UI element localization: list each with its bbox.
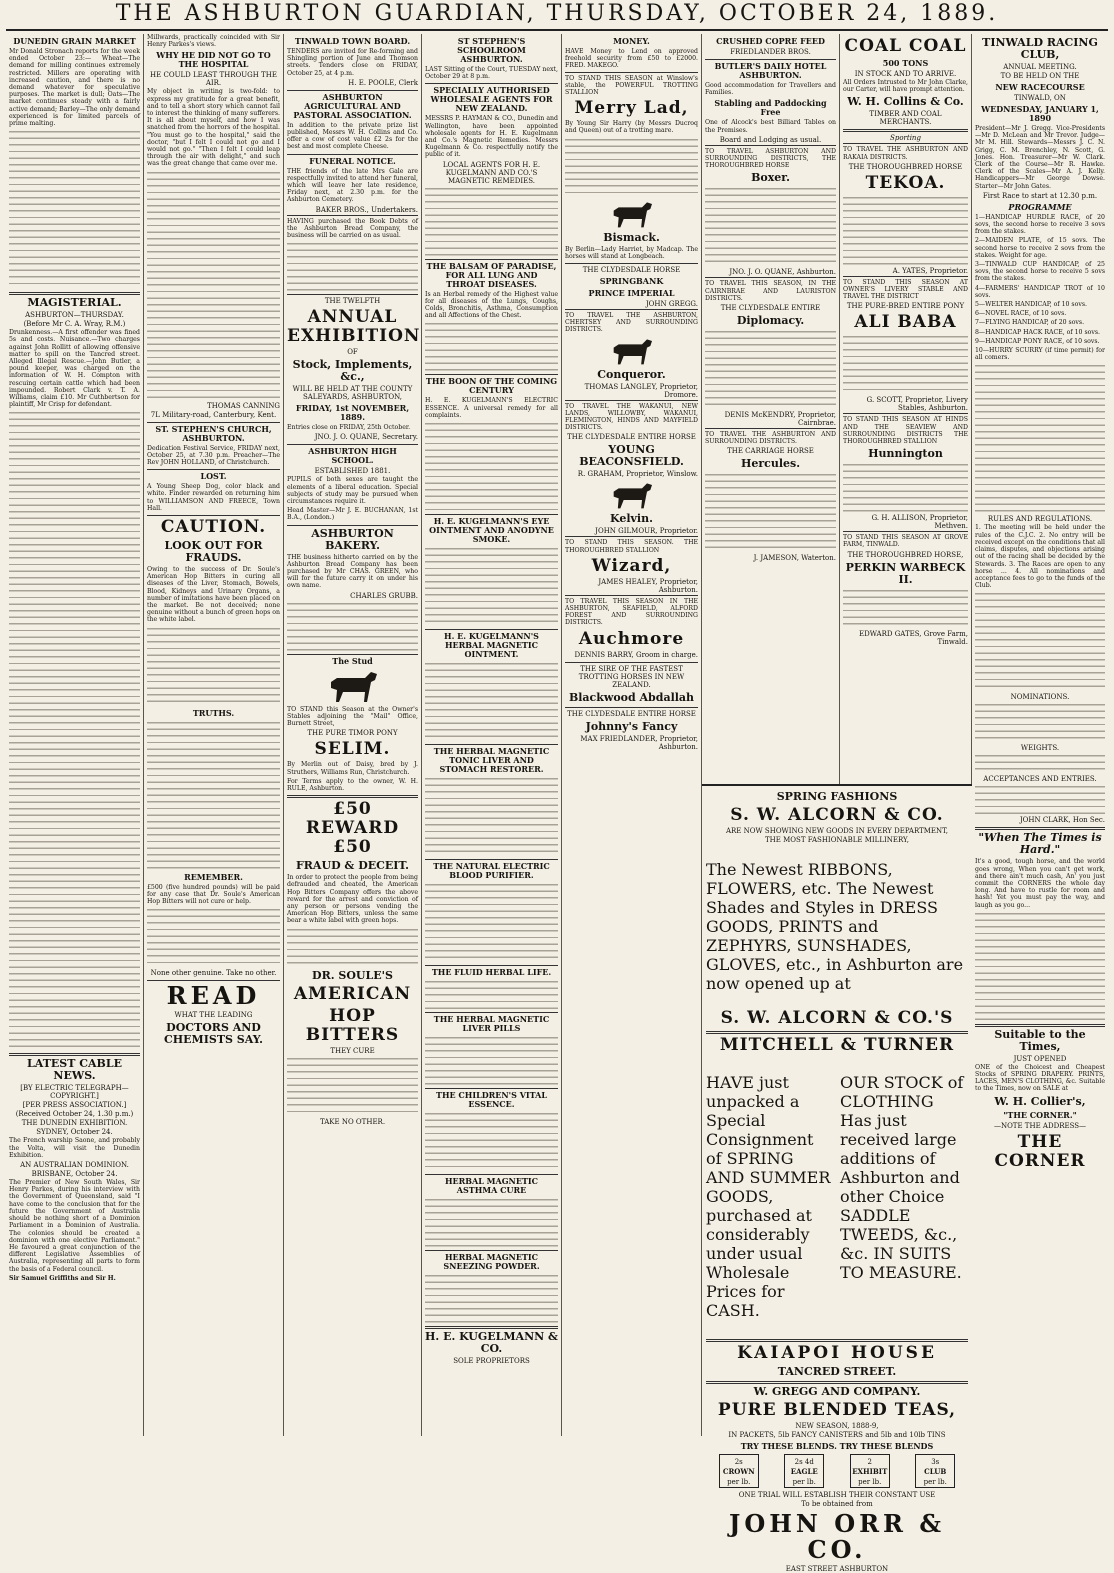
pills-filler <box>425 1035 558 1085</box>
boon-text: H. E. KUGELMANN'S ELECTRIC ESSENCE. A universal remedy for all complaints. <box>425 397 558 419</box>
fancy-pre: THE CLYDESDALE ENTIRE HORSE <box>565 707 698 718</box>
column-8 <box>972 34 1108 1436</box>
programme-item: 6—NOVEL RACE, of 10 sovs. <box>975 310 1067 318</box>
perkin-heading: PERKIN WARBECK II. <box>845 560 966 586</box>
truths-filler <box>147 720 280 870</box>
soule-filler <box>287 1056 418 1116</box>
fluid-filler <box>425 979 558 1009</box>
horse-icon <box>607 480 657 510</box>
acceptances-heading: ACCEPTANCES AND ENTRIES. <box>983 775 1097 784</box>
stephens-text: Dedication Festival Service, FRIDAY next, October 25, at 7.30 p.m. Preacher—The Rev JOHN HOLLAND, of Christchurch. <box>147 444 280 467</box>
programme-item: 8—HANDICAP HACK RACE, of 10 sovs. <box>975 328 1101 336</box>
caution-sub: LOOK OUT FOR FRAUDS. <box>164 539 263 565</box>
local-agents: LOCAL AGENTS FOR H. E. KUGELMANN AND CO.'S MAGNETIC REMEDIES. <box>442 160 541 185</box>
mitchell-right: OUR STOCK of CLOTHING Has just received large additions of Ashburton and other Choice SADDLE TWEEDS, &c., &c. IN SUITS TO MEASURE. <box>840 1073 964 1282</box>
beaconsfield-pre: THE CLYDESDALE ENTIRE HORSE <box>567 433 696 442</box>
springbank-heading: SPRINGBANK <box>599 276 664 287</box>
grain-report: Mr Donald Stronach reports for the week ended October 23:— Wheat—The demand for milling continues extremely restricted. Millers are operating with increased caution, and there is no demand whatever for speculative purposes. The market is dull; Oats—The market continues steady with a fairly active demand; Barley—The only demand experienced is for limited parcels of prime malting. <box>9 48 140 128</box>
eye-filler <box>425 546 558 626</box>
reward-heading: £50 REWARD £50 <box>287 795 418 857</box>
exhibition-entries: Entries close on FRIDAY, 25th October. <box>287 424 411 432</box>
beaconsfield-heading: YOUNG BEACONSFIELD. <box>579 443 684 469</box>
tekoa-filler <box>843 195 968 265</box>
bismarck-heading: Bismack. <box>603 230 660 244</box>
hercules-filler <box>705 472 836 552</box>
gregg-heading: W. GREGG AND COMPANY. <box>706 1381 968 1398</box>
boon-heading: THE BOON OF THE COMING CENTURY <box>425 376 558 396</box>
selim-terms: For Terms apply to the owner, W. H. RULE, Ashburton. <box>287 777 418 792</box>
rules-filler <box>975 591 1105 691</box>
cable-sydney: SYDNEY, October 24. <box>36 1128 113 1137</box>
funeral-heading: FUNERAL NOTICE. <box>287 154 418 166</box>
cable-exhibition: THE DUNEDIN EXHIBITION. <box>21 1119 128 1128</box>
eye-heading: H. E. KUGELMANN'S EYE OINTMENT AND ANODYNE SMOKE. <box>425 514 558 544</box>
sporting-heading: Sporting <box>843 129 968 142</box>
programme-item: 10—HURRY SCURRY (if time permit) for all comers. <box>975 347 1105 362</box>
fancy-signed: MAX FRIEDLANDER, Proprietor, Ashburton. <box>580 734 698 751</box>
poem-filler <box>975 911 1105 1021</box>
herbal-heading: H. E. KUGELMANN'S HERBAL MAGNETIC OINTMENT. <box>425 629 558 659</box>
beaconsfield-signed: R. GRAHAM, Proprietor, Winslow. <box>577 470 698 479</box>
children-filler <box>425 1111 558 1171</box>
caution-text: Owing to the success of Dr. Soule's American Hop Bitters in curing all diseases of the Liver, Stomach, Bowels, Blood, Kidneys and Urinary Organs, a number of imitations have been placed on the market. Be not deceived; none genuine without a bunch of green hops on the white label. <box>147 566 280 624</box>
tinwald-racing-heading: TINWALD RACING CLUB, <box>982 36 1098 61</box>
alibaba-pre: THE PURE-BRED ENTIRE PONY <box>846 302 965 311</box>
alibaba-heading: ALI BABA <box>854 312 957 333</box>
racing-date: WEDNESDAY, JANUARY 1, 1890 <box>981 104 1099 123</box>
mitchell-heading: MITCHELL & TURNER <box>706 1031 968 1055</box>
balsam-heading: THE BALSAM OF PARADISE, FOR ALL LUNG AND THROAT DISEASES. <box>426 260 557 289</box>
collier-foot: THE CORNER <box>994 1131 1086 1171</box>
collins-heading: W. H. Collins & Co. <box>847 95 964 109</box>
selim-intro: TO STAND this Season at the Owner's Stables adjoining the "Mail" Office, Burnett Street, <box>287 705 418 728</box>
cable-text: The French warship Saone, and probably the Volta, will visit the Dunedin Exhibition. <box>9 1137 140 1159</box>
sneezing-filler <box>425 1273 558 1323</box>
weights-filler <box>975 753 1105 773</box>
rules-text: 1. The meeting will be held under the rules of the C.J.C. 2. No entry will be received except on the conditions that all claims, disputes, and objections arising out of the racing shall be decided by the Stewards. 3. The Races are open to any horse ... 4. All nominations and acceptance fees to go to the funds of the Club. <box>975 524 1105 590</box>
read-sub2: DOCTORS AND CHEMISTS SAY. <box>164 1021 263 1047</box>
remember-heading: REMEMBER. <box>184 871 243 882</box>
gregg-sub: PURE BLENDED TEAS, <box>717 1400 957 1420</box>
coal-heading: COAL COAL <box>844 36 967 56</box>
collier-heading: W. H. Collier's, <box>994 1094 1086 1108</box>
boxer-filler <box>705 186 836 266</box>
programme-filler <box>975 363 1105 513</box>
perkin-intro: TO STAND THIS SEASON AT GROVE FARM, TINWALD. <box>843 531 968 548</box>
boxer-heading: Boxer. <box>751 171 790 185</box>
auchmore-signed: DENNIS BARRY, Groom in charge. <box>574 650 698 659</box>
racing-place: TINWALD, ON <box>1014 94 1066 102</box>
bakery-text: THE business hitherto carried on by the Ashburton Bread Company has been purchased by Mr CHAS. GREEN, who will for the future carry it on under his own name. <box>287 553 418 590</box>
stabling-heading: Stabling and Paddocking Free <box>714 98 827 118</box>
exhibition-signed: JNO. J. O. QUANE, Secretary. <box>314 433 418 442</box>
tinwald-board-text: TENDERS are invited for Re-forming and Shingling portion of June and Thomson streets. Tenders close on FRIDAY, October 25, at 4 p.m. <box>287 48 418 77</box>
hospital-letter: My object in writing is two-fold: to express my gratitude for a great benefit, and to tell a short story which cannot fail to interest the thinking of many sufferers. It is all about myself, and how I was snatched from the horrors of the hospital. "You must go to the hospital," said the doctor, "but I felt I could not go and I would not go." "Then I felt I could leap through the air with delight," and such was the great change that came over me. <box>147 88 280 168</box>
tea-blends <box>706 1454 968 1488</box>
stephen-school-heading: ST STEPHEN'S SCHOOLROOM ASHBURTON. <box>457 36 526 64</box>
kugelmann-sole: SOLE PROPRIETORS <box>453 1357 530 1366</box>
tea-box: 2s 4d EAGLE per lb. <box>784 1454 824 1488</box>
diplomacy-filler <box>705 329 836 409</box>
dominion-text: The Premier of New South Wales, Sir Henry Parkes, during his interview with the Government of Queensland, said "I have come to the conclusion that for the future the Government of Australia should be nothing short of a Dominion Parliament in a Dominion of Australia. The colonies should be created a dominion with one elective Parliament." He favoured a great conjunction of the different Legislative Assemblies of Australia, representing all parts to form the basis of a Federal council. <box>9 1179 140 1273</box>
boxer-intro: TO TRAVEL ASHBURTON AND SURROUNDING DISTRICTS, THE THOROUGHBRED HORSE <box>705 145 836 170</box>
alcorn-sub-2: THE MOST FASHIONABLE MILLINERY, <box>765 836 909 844</box>
collier-note: —NOTE THE ADDRESS— <box>993 1121 1087 1130</box>
racing-signed: JOHN CLARK, Hon Sec. <box>1019 816 1105 825</box>
asthma-filler <box>425 1197 558 1247</box>
wizard-signed: JAMES HEALEY, Proprietor, Ashburton. <box>598 577 698 594</box>
school-est: ESTABLISHED 1881. <box>314 467 391 476</box>
merry-heading: Merry Lad, <box>574 98 689 119</box>
hunnington-signed: G. H. ALLISON, Proprietor, Methven. <box>871 514 968 531</box>
hotel-text: Good accommodation for Travellers and Families. <box>705 82 836 97</box>
hunnington-filler <box>843 462 968 512</box>
remember-text: £500 (five hundred pounds) will be paid for any case that Dr. Soule's American Hop Bitters will not cure or help. <box>147 883 280 906</box>
acceptances-filler <box>975 784 1105 814</box>
sneezing-powder: HERBAL MAGNETIC SNEEZING POWDER. <box>425 1250 558 1271</box>
programme-item: 2—MAIDEN PLATE, of 15 sovs. The second horse to receive 2 sovs from the stakes. Weight for age. <box>975 237 1105 259</box>
soule-heading: DR. SOULE'S <box>312 968 393 982</box>
spring-heading: SPRING FASHIONS <box>776 790 898 803</box>
wizard-heading: Wizard, <box>591 555 672 576</box>
selim-pre: THE PURE TIMOR PONY <box>307 729 398 738</box>
magisterial-report: Drunkenness.—A first offender was fined 5s and costs. Nuisance.—Two charges against John Rollitt of allowing offensive matter to spill on the Tancred street. Alleged Illegal Rescue.—John Butler, a pound keeper, was charged on the information of W. H. Compton with rescuing certain cattle which had been impounded. Robert Clark v. T. A. Williams, claim £10. Mr Cuthbertson for plaintiff, Mr Crisp for defendant. <box>9 329 140 409</box>
cable-heading: LATEST CABLE NEWS. <box>9 1053 140 1082</box>
soule-they-cure: THEY CURE <box>330 1046 375 1055</box>
coal-sub: IN STOCK AND TO ARRIVE. <box>854 70 957 78</box>
diplomacy-signed: DENIS McKENDRY, Proprietor, Cairnbrae. <box>724 411 836 428</box>
hospital-heading: WHY HE DID NOT GO TO THE HOSPITAL <box>156 50 271 70</box>
soule-foot: TAKE NO OTHER. <box>319 1117 386 1126</box>
alcorn-text: The Newest RIBBONS, FLOWERS, etc. The Newest Shades and Styles in DRESS GOODS, PRINTS and ZEPHYRS, SUNSHADES, GLOVES, etc., in Ashburton are now opened up at <box>706 860 964 993</box>
tekoa-pre: THE THOROUGHBRED HORSE <box>848 162 963 171</box>
alcorn-heading-2: S. W. ALCORN & CO.'S <box>720 1008 954 1028</box>
gregg-season: NEW SEASON, 1888-9, <box>795 1422 879 1430</box>
herbal-tonic: THE HERBAL MAGNETIC TONIC LIVER AND STOMACH RESTORER. <box>425 744 558 774</box>
alibaba-signed: G. SCOTT, Proprietor, Livery Stables, Ashburton. <box>866 396 968 413</box>
bakery-filler <box>287 601 418 651</box>
funeral-text: THE friends of the late Mrs Gale are respectfully invited to attend her funeral, which will leave her late residence, Friday next, at 2.30 p.m. for the Ashburton Cemetery. <box>287 167 418 204</box>
poem-heading: "When The Times is Hard." <box>975 827 1105 856</box>
alcorn-heading: S. W. ALCORN & CO. <box>730 805 944 825</box>
conqueror-intro: TO TRAVEL THE ASHBURTON, CHERTSEY AND SURROUNDING DISTRICTS. <box>565 309 698 334</box>
hercules-pre: THE CARRIAGE HORSE <box>727 447 814 456</box>
hospital-address: 7L Military-road, Canterbury, Kent. <box>150 410 277 419</box>
magisterial-before: (Before Mr C. A. Wray, R.M.) <box>23 320 126 329</box>
agri-heading: ASHBURTON AGRICULTURAL AND PASTORAL ASSOCIATION. <box>287 90 418 120</box>
dominion-heading: AN AUSTRALIAN DOMINION. <box>20 1161 129 1170</box>
beaconsfield-intro: TO TRAVEL THE WAKANUI, NEW LANDS, WILLOWBY, WAKANUI, FLEMINGTON, HINDS AND MAYFIELD DISTRICTS. <box>565 400 698 432</box>
exhibition-heading: ANNUAL EXHIBITION <box>287 307 421 347</box>
columns <box>6 34 1108 1573</box>
read-sub: WHAT THE LEADING <box>174 1011 253 1020</box>
conqueror-heading: Conqueror. <box>597 367 666 381</box>
funeral-signed: BAKER BROS., Undertakers. <box>315 205 418 214</box>
conqueror-signed: THOMAS LANGLEY, Proprietor, Dromore. <box>584 382 698 399</box>
horse-icon <box>607 199 657 229</box>
children-essence: THE CHILDREN'S VITAL ESSENCE. <box>425 1088 558 1109</box>
hercules-signed: J. JAMESON, Waterton. <box>753 554 836 563</box>
tinwald-racing-sub: ANNUAL MEETING. <box>1003 63 1077 71</box>
exhibition-stock: Stock, Implements, &c., <box>292 358 413 384</box>
merry-text: By Young Sir Harry (by Messrs Ducroq and Queen) out of a trotting mare. <box>565 120 698 135</box>
gregg-try: TRY THESE BLENDS. TRY THESE BLENDS <box>740 1441 934 1451</box>
kelvin-heading: Kelvin. <box>610 512 653 526</box>
fluid-herbal: THE FLUID HERBAL LIFE. <box>425 965 558 977</box>
kaiapoi-sub: TANCRED STREET. <box>777 1365 897 1378</box>
fraud-heading: FRAUD & DECEIT. <box>295 859 409 873</box>
blackwood-pre: THE SIRE OF THE FASTEST TROTTING HORSES IN NEW ZEALAND. <box>565 662 698 689</box>
exhibition-where: WILL BE HELD AT THE COUNTY SALEYARDS, ASHBURTON, <box>292 385 413 402</box>
money-heading: MONEY. <box>613 36 650 46</box>
column-7 <box>840 34 972 784</box>
herbal-electric: THE NATURAL ELECTRIC BLOOD PURIFIER. <box>425 859 558 880</box>
stabling-foot: Board and Lodging as usual. <box>719 135 822 144</box>
stephen-school-text: LAST Sitting of the Court, TUESDAY next, October 29 at 8 p.m. <box>425 66 558 81</box>
soule-heading-2: AMERICAN <box>293 983 412 1004</box>
spring-fashions-block <box>702 784 972 1573</box>
kugel-agents-heading: SPECIALLY AUTHORISED WHOLESALE AGENTS FOR NEW ZEALAND. <box>425 83 558 113</box>
merry-filler <box>565 137 698 197</box>
tekoa-signed: A. YATES, Proprietor. <box>892 266 968 275</box>
horse-icon <box>323 668 383 704</box>
programme-item: 4—FARMERS' HANDICAP TROT of 10 sovs. <box>975 284 1105 299</box>
masthead: THE ASHBURTON GUARDIAN, THURSDAY, OCTOBER 24, 1889. <box>115 1 999 26</box>
selim-heading: SELIM. <box>314 739 391 760</box>
hercules-intro: TO TRAVEL THE ASHBURTON AND SURROUNDING DISTRICTS. <box>705 428 836 445</box>
programme-item: 7—FLYING HANDICAP, of 20 sovs. <box>975 319 1085 327</box>
racing-held: TO BE HELD ON THE <box>1000 72 1080 80</box>
nominations-filler <box>975 702 1105 742</box>
parkes-continued: Millwards, practically coincided with Sir Henry Parkes's views. <box>147 34 280 49</box>
herbal-filler <box>425 661 558 741</box>
wizard-intro: TO STAND THIS SEASON. THE THOROUGHBRED STALLION <box>565 536 698 553</box>
electric-filler <box>425 882 558 962</box>
nominations-heading: NOMINATIONS. <box>1010 693 1070 702</box>
column-2 <box>144 34 284 1436</box>
kugel-agents-text: MESSRS P. HAYMAN & CO., Dunedin and Wellington, have been appointed wholesale agents for H. E. Kugelmann and Co.'s Magnetic Remedies. Messrs Kugelmann & Co. respectfully notify the public of it. <box>425 115 558 159</box>
perkin-pre: THE THOROUGHBRED HORSE, <box>847 550 964 559</box>
dominion-dateline: BRISBANE, October 24. <box>31 1170 118 1179</box>
bakery-notice-filler <box>287 241 418 291</box>
exhibition-pre: THE TWELFTH <box>287 294 418 305</box>
asthma-cure: HERBAL MAGNETIC ASTHMA CURE <box>425 1174 558 1195</box>
liver-pills: THE HERBAL MAGNETIC LIVER PILLS <box>425 1012 558 1033</box>
kugelmann-footer: H. E. KUGELMANN & CO. <box>425 1326 558 1355</box>
hospital-sub: HE COULD LEAST THROUGH THE AIR. <box>150 71 277 88</box>
coal-tons: 500 TONS <box>882 58 929 68</box>
poem-text: It's a good, tough horse, and the world goes wrong, When you can't get work, and there ain't much cash, An' you just commit the CORNERS the whole day long. And have to rustle for room and hash! Yet you must pay the way, and laugh as you go... <box>975 858 1105 909</box>
suitable-text: ONE of the Choicest and Cheapest Stocks of SPRING DRAPERY. PRINTS, LACES, MEN'S CLOTHING, &c. Suitable to the Times, now on SALE at <box>975 1063 1105 1093</box>
fraud-text: In order to protect the people from being defrauded and cheated, the American Hop Bitters Company offers the above reward for the arrest and conviction of any person or persons vending the American Hop Bitters, unless the same bear a white label with green hops. <box>287 874 418 925</box>
alibaba-filler <box>843 334 968 394</box>
tea-box: 3s CLUB per lb. <box>915 1454 955 1488</box>
racing-course: NEW RACECOURSE <box>995 82 1085 92</box>
alibaba-intro: TO STAND THIS SEASON AT OWNER'S LIVERY STABLE AND TRAVEL THE DISTRICT <box>843 276 968 301</box>
column-1 <box>6 34 144 1436</box>
stabling-text: One of Alcock's best Billiard Tables on the Premises. <box>705 119 836 134</box>
selim-text: By Merlin out of Daisy, bred by J. Struthers, Williams Run, Christchurch. <box>287 761 418 776</box>
gregg-obtain: To be obtained from <box>801 1500 873 1508</box>
dominion-end: Sir Samuel Griffiths and Sir H. <box>9 1274 116 1282</box>
lost-heading: LOST. <box>147 469 280 481</box>
springbank-pre: THE CLYDESDALE HORSE <box>565 263 698 274</box>
school-heading: ASHBURTON HIGH SCHOOL. <box>287 444 418 465</box>
magisterial-filler <box>9 410 140 1050</box>
diplomacy-intro: TO TRAVEL THIS SEASON, IN THE CAIRNBRAE AND LAURISTON DISTRICTS. <box>705 277 836 302</box>
programme-item: 9—HANDICAP PONY RACE, of 10 sovs. <box>975 337 1100 345</box>
hunnington-heading: Hunnington <box>868 447 943 461</box>
mitchell-columns <box>706 1057 968 1336</box>
exhibition-of: OF <box>347 348 358 357</box>
tekoa-heading: TEKOA. <box>865 172 946 193</box>
collins-sub: TIMBER AND COAL MERCHANTS. <box>869 110 942 127</box>
diplomacy-pre: THE CLYDESDALE ENTIRE <box>720 304 821 313</box>
column-5 <box>562 34 702 1436</box>
suitable-heading: Suitable to the Times, <box>975 1024 1105 1053</box>
programme-item: 5—WELTER HANDICAP, of 10 sovs. <box>975 301 1087 309</box>
merry-intro: TO STAND THIS SEASON at Winslow's stable, the POWERFUL TROTTING STALLION <box>565 72 698 97</box>
auchmore-heading: Auchmore <box>578 628 685 649</box>
caution-heading: CAUTION. <box>147 515 280 537</box>
collier-sub: "THE CORNER." <box>1003 1109 1077 1120</box>
tonic-filler <box>425 776 558 856</box>
truths-heading: TRUTHS. <box>192 707 235 718</box>
balsam-filler <box>425 321 558 371</box>
prince-imperial: PRINCE IMPERIAL <box>588 288 675 299</box>
programme-item: 3—TINWALD CUP HANDICAP, of 25 sovs, the second horse to receive 5 sovs from the stakes. <box>975 261 1105 283</box>
read-heading: READ <box>147 980 280 1009</box>
cable-sub: [BY ELECTRIC TELEGRAPH—COPYRIGHT.] <box>20 1084 129 1101</box>
alcorn-sub: ARE NOW SHOWING NEW GOODS IN EVERY DEPARTMENT, <box>725 827 949 835</box>
bakery-notice: HAVING purchased the Book Debts of the Ashburton Bread Company, the business will be carried on as usual. <box>287 215 418 240</box>
kelvin-signed: JOHN GILMOUR, Proprietor. <box>595 527 698 536</box>
programme-heading: PROGRAMME <box>1008 201 1072 212</box>
exhibition-date: FRIDAY, 1st NOVEMBER, 1889. <box>295 403 410 423</box>
boxer-signed: JNO. J. O. QUANE, Ashburton. <box>729 268 836 277</box>
soule-heading-3: HOP BITTERS <box>305 1005 400 1045</box>
auchmore-intro: TO TRAVEL THIS SEASON IN THE ASHBURTON, SEAFIELD, ALFORD FOREST AND SURROUNDING DISTRICTS. <box>565 595 698 627</box>
magisterial-heading: MAGISTERIAL. <box>9 292 140 309</box>
hotel-heading: BUTLER'S DAILY HOTEL ASHBURTON. <box>705 59 836 80</box>
feed-signed: FRIEDLANDER BROS. <box>730 48 811 56</box>
hospital-filler <box>147 170 280 400</box>
fraud-filler <box>287 927 418 967</box>
perkin-signed: EDWARD GATES, Grove Farm, Tinwald. <box>858 629 968 646</box>
grain-heading: DUNEDIN GRAIN MARKET <box>13 36 136 46</box>
masthead-rule <box>6 29 1108 31</box>
mitchell-left: HAVE just unpacked a Special Consignment of SPRING AND SUMMER GOODS, purchased at considerably under usual Wholesale Prices for CASH. <box>706 1073 831 1320</box>
orr-sub: EAST STREET ASHBURTON <box>785 1565 889 1573</box>
rules-heading: RULES AND REGULATIONS. <box>987 515 1093 524</box>
hospital-signed: THOMAS CANNING <box>207 401 280 410</box>
tinwald-clerk: H. E. POOLE, Clerk <box>348 78 418 87</box>
column-4 <box>422 34 562 1436</box>
hunnington-intro: TO STAND THIS SEASON AT HINDS AND THE SEAVIEW AND SURROUNDING DISTRICTS THE THOROUGHBRED STALLION <box>843 413 968 445</box>
grain-filler <box>9 129 140 289</box>
gregg-trial: ONE TRIAL WILL ESTABLISH THEIR CONSTANT USE <box>738 1491 936 1499</box>
money-text: HAVE Money to Lend on approved freehold security from £50 to £2000. FRED. MAKEGO. <box>565 48 698 70</box>
gregg-packets: IN PACKETS, 5lb FANCY CANISTERS and 5lb and 10lb TINS <box>728 1431 946 1439</box>
cable-received: (Received October 24, 1.30 p.m.) <box>15 1110 134 1119</box>
balsam-text: Is an Herbal remedy of the Highest value for all diseases of the Lungs, Coughs, Colds, Bronchitis, Asthma, Consumption and all Affections of the Chest. <box>425 290 558 320</box>
diplomacy-heading: Diplomacy. <box>736 314 805 328</box>
stud-heading: The Stud <box>287 654 418 666</box>
feed-heading: CRUSHED COPRE FEED <box>716 36 825 46</box>
suitable-sub: JUST OPENED <box>1013 1054 1067 1063</box>
column-3 <box>284 34 422 1436</box>
hercules-heading: Hercules. <box>740 457 801 471</box>
tea-box: 2 EXHIBIT per lb. <box>850 1454 890 1488</box>
fancy-heading: Johnny's Fancy <box>585 719 678 733</box>
bismarck-text: By Berlin—Lady Harriet, by Madcap. The horses will stand at Longbeach. <box>565 245 698 260</box>
first-race: First Race to start at 12.30 p.m. <box>982 191 1098 200</box>
local-agents-filler <box>425 186 558 256</box>
kaiapoi-heading: KAIAPOI HOUSE <box>706 1339 968 1363</box>
programme-item: 1—HANDICAP HURDLE RACE, of 20 sovs, the second horse to receive 3 sovs from the stakes. <box>975 213 1105 236</box>
prince-signed: JOHN GREGG. <box>645 300 698 309</box>
tinwald-board-heading: TINWALD TOWN BOARD. <box>294 36 411 46</box>
bakery-signed: CHARLES GRUBB. <box>350 591 418 600</box>
tea-box: 2s CROWN per lb. <box>719 1454 759 1488</box>
coal-text: All Orders Intrusted to Mr John Clarke, our Carter, will have prompt attention. <box>843 79 968 94</box>
boon-filler <box>425 421 558 511</box>
weights-heading: WEIGHTS. <box>1020 744 1060 753</box>
racing-officers: President—Mr J. Gregg. Vice-Presidents—Mr D. McLean and Mr Trevor. Judge—Mr M. Hill. Stewards—Messrs J. C. N. Grigg, C. M. Brenchley, N. Scott, G. Jones. Hon. Treasurer—Mr W. Clark. Clerk of the Course—Mr R. Hawke. Clerk of the Scales—Mr A. J. Kelly. Handicappers—Mr George Dowse. Starter—Mr John Gates. <box>975 125 1105 190</box>
orr-heading: JOHN ORR & CO. <box>728 1509 946 1564</box>
horse-icon <box>607 336 657 366</box>
blackwood-heading: Blackwood Abdallah <box>568 690 695 704</box>
school-head-master: Head Master—Mr J. E. BUCHANAN, 1st B.A., (London.) <box>287 507 418 522</box>
caution-filler <box>147 626 280 706</box>
lost-text: A Young Sheep Dog, color black and white. Finder rewarded on returning him to WILLIAMSON AND FREECE, Town Hall. <box>147 483 280 512</box>
agri-text: In addition to the private prize list published, Messrs W. H. Collins and Co. offer a cow of cost value £2 2s for the best and most complete Cheese. <box>287 121 418 151</box>
bakery-heading: ASHBURTON BAKERY. <box>287 525 418 552</box>
perkin-filler <box>843 588 968 628</box>
cable-assoc: [PER PRESS ASSOCIATION.] <box>22 1101 127 1110</box>
remember-filler <box>147 907 280 967</box>
magisterial-sub: ASHBURTON—THURSDAY. <box>25 311 124 320</box>
stephens-heading: ST. STEPHEN'S CHURCH, ASHBURTON. <box>147 422 280 443</box>
tekoa-intro: TO TRAVEL THE ASHBURTON AND RAKAIA DISTRICTS. <box>843 143 968 160</box>
none-genuine: None other genuine. Take no other. <box>150 969 277 978</box>
school-text: PUPILS of both sexes are taught the elements of a liberal education. Special subjects of study may be pursued when circumstances require it. <box>287 476 418 506</box>
